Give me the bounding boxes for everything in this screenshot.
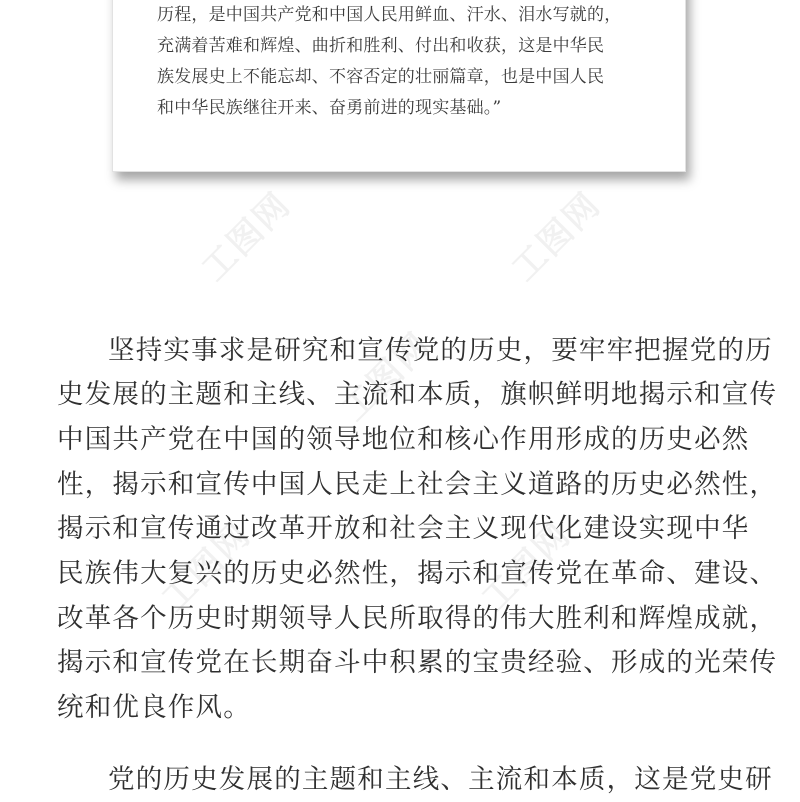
body-line: 性，揭示和宣传中国人民走上社会主义道路的历史必然性， xyxy=(57,469,778,500)
quote-line: 充满着苦难和辉煌、曲折和胜利、付出和收获，这是中华民 xyxy=(157,36,605,56)
body-line: 改革各个历史时期领导人民所取得的伟大胜利和辉煌成就， xyxy=(57,603,778,634)
body-line: 史发展的主题和主线、主流和本质，旗帜鲜明地揭示和宣传 xyxy=(57,379,778,410)
body-line: 中国共产党在中国的领导地位和核心作用形成的历史必然 xyxy=(57,424,750,455)
quote-line: 和中华民族继往开来、奋勇前进的现实基础。” xyxy=(157,98,502,118)
body-line: 党的历史发展的主题和主线、主流和本质，这是党史研 xyxy=(108,764,773,795)
watermark: 工图网 xyxy=(474,514,579,620)
quote-line: 族发展史上不能忘却、不容否定的壮丽篇章，也是中国人民 xyxy=(157,67,605,87)
body-line: 揭示和宣传党在长期奋斗中积累的宝贵经验、形成的光荣传 xyxy=(57,647,778,678)
body-line: 统和优良作风。 xyxy=(57,692,251,723)
body-line: 坚持实事求是研究和宣传党的历史，要牢牢把握党的历 xyxy=(108,335,773,366)
watermark: 工图网 xyxy=(194,184,299,290)
body-line: 民族伟大复兴的历史必然性，揭示和宣传党在革命、建设、 xyxy=(57,558,778,589)
watermark: 工图网 xyxy=(154,514,259,620)
quote-line: 历程，是中国共产党和中国人民用鲜血、汗水、泪水写就的， xyxy=(157,5,622,25)
watermark: 工图网 xyxy=(334,324,439,430)
body-line: 揭示和宣传通过改革开放和社会主义现代化建设实现中华 xyxy=(57,513,750,544)
watermark: 工图网 xyxy=(504,184,609,290)
